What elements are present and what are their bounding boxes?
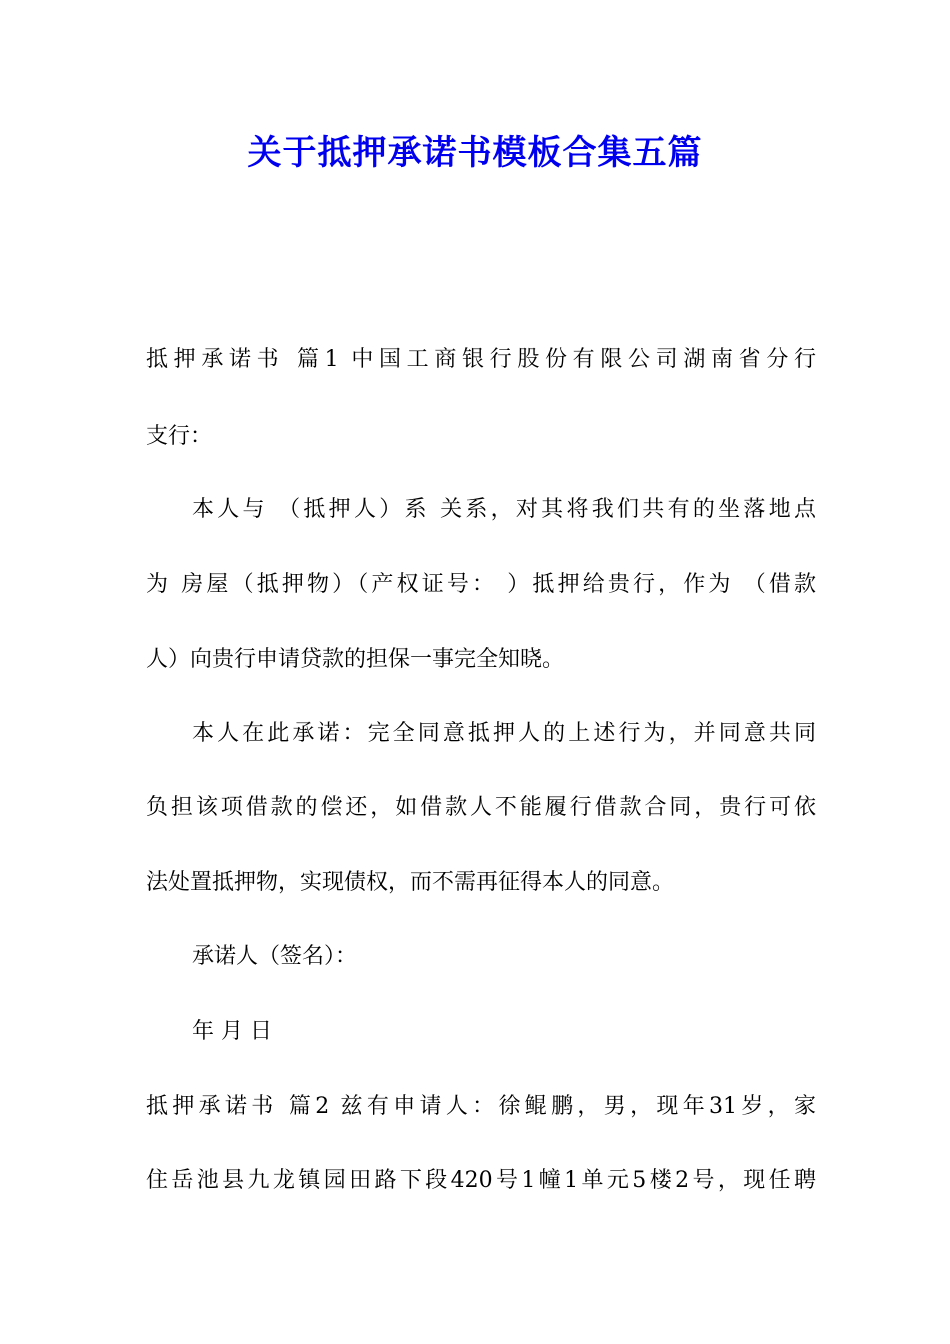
signature-label: 承诺人（签名）： [192, 944, 358, 969]
paragraph-line: 支行： [146, 424, 213, 449]
paragraph-line: 本人与 （抵押人）系 关系，对其将我们共有的坐落地点 [192, 497, 816, 522]
paragraph-line: 本人在此承诺：完全同意抵押人的上述行为，并同意共同 [192, 721, 816, 746]
paragraph-line: 住岳池县九龙镇园田路下段420号1幢1单元5楼2号，现任聘 [146, 1168, 816, 1193]
paragraph-line: 法处置抵押物，实现债权，而不需再征得本人的同意。 [146, 870, 675, 895]
paragraph-line: 人）向贵行申请贷款的担保一事完全知晓。 [146, 647, 565, 672]
paragraph-line: 负担该项借款的偿还，如借款人不能履行借款合同，贵行可依 [146, 795, 816, 820]
date-line: 年 月 日 [192, 1019, 272, 1044]
paragraph-line: 抵押承诺书 篇1 中国工商银行股份有限公司湖南省分行 [146, 347, 816, 372]
paragraph-line: 为 房屋（抵押物）（产权证号： ）抵押给贵行，作为 （借款 [146, 572, 816, 597]
paragraph-line: 抵押承诺书 篇2 兹有申请人：徐鲲鹏，男，现年31岁，家 [146, 1094, 816, 1119]
document-title: 关于抵押承诺书模板合集五篇 [247, 133, 703, 173]
